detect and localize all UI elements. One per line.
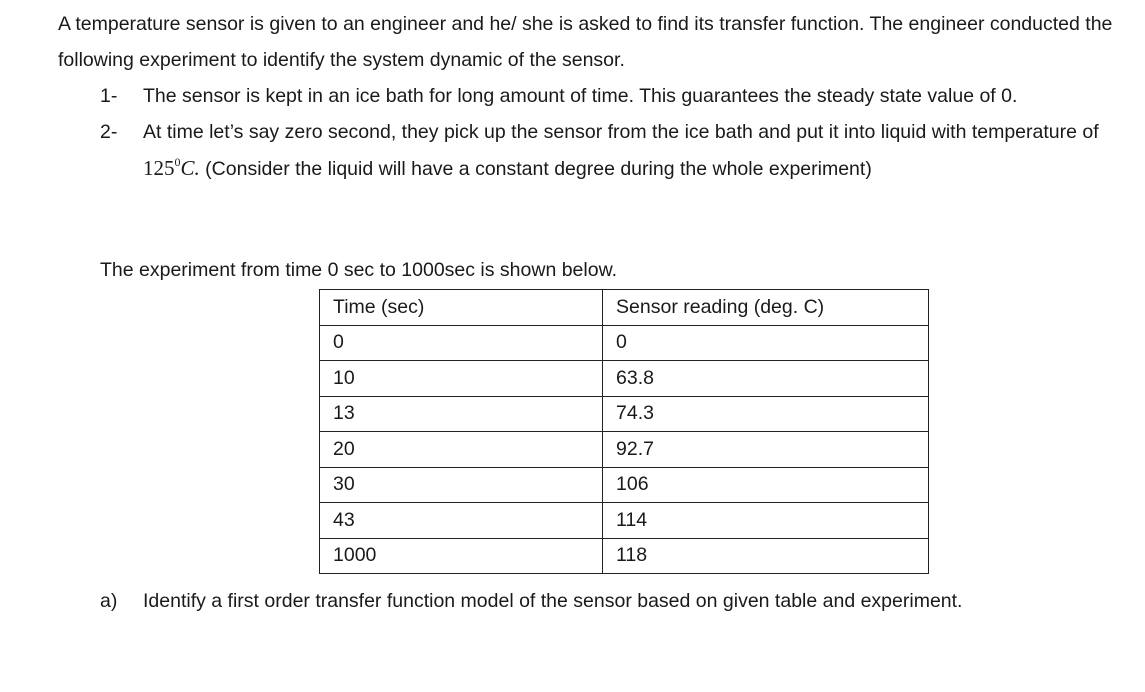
table-row	[320, 538, 929, 574]
step-text-after: (Consider the liquid will have a constant degree during the whole experiment)	[199, 158, 872, 180]
time-cell: 0	[320, 325, 603, 361]
question-marker: a)	[100, 590, 118, 612]
question-list	[100, 583, 1110, 619]
list-item	[100, 114, 1110, 187]
degree-superscript: 0	[174, 155, 181, 169]
time-cell: 43	[320, 503, 603, 539]
procedure-list	[100, 78, 1110, 187]
temperature-expression	[143, 156, 200, 180]
reading-cell: 0	[603, 325, 929, 361]
table-row	[320, 467, 929, 503]
time-cell: 10	[320, 361, 603, 397]
table-header-row	[320, 290, 929, 326]
question-item	[100, 583, 1110, 619]
experiment-table	[319, 289, 929, 574]
table-row	[320, 325, 929, 361]
step-text: The sensor is kept in an ice bath for long amount of time. This guarantees the steady state value of 0.	[143, 85, 1018, 107]
table-row	[320, 396, 929, 432]
temperature-value: 125	[143, 156, 175, 180]
time-cell: 30	[320, 467, 603, 503]
table-row	[320, 432, 929, 468]
reading-cell: 92.7	[603, 432, 929, 468]
time-cell: 20	[320, 432, 603, 468]
reading-cell: 63.8	[603, 361, 929, 397]
time-cell: 13	[320, 396, 603, 432]
reading-cell: 114	[603, 503, 929, 539]
reading-cell: 118	[603, 538, 929, 574]
column-header-time: Time (sec)	[320, 290, 603, 326]
temperature-unit: C.	[180, 156, 200, 180]
table-row	[320, 503, 929, 539]
column-header-reading: Sensor reading (deg. C)	[603, 290, 929, 326]
list-marker: 1-	[100, 85, 118, 107]
time-cell: 1000	[320, 538, 603, 574]
reading-cell: 106	[603, 467, 929, 503]
question-text: Identify a first order transfer function model of the sensor based on given table and experiment.	[143, 590, 963, 612]
table-caption: The experiment from time 0 sec to 1000sec is shown below.	[100, 259, 617, 281]
reading-cell: 74.3	[603, 396, 929, 432]
table-row	[320, 361, 929, 397]
list-item	[100, 78, 1110, 114]
list-marker: 2-	[100, 121, 118, 143]
intro-paragraph: A temperature sensor is given to an engineer and he/ she is asked to find its transfer function. The engineer conducted the following experiment to identify the system dynamic of the sensor.	[58, 13, 1113, 71]
step-text-before: At time let’s say zero second, they pick up the sensor from the ice bath and put it into liquid with temperature of	[143, 121, 1099, 143]
